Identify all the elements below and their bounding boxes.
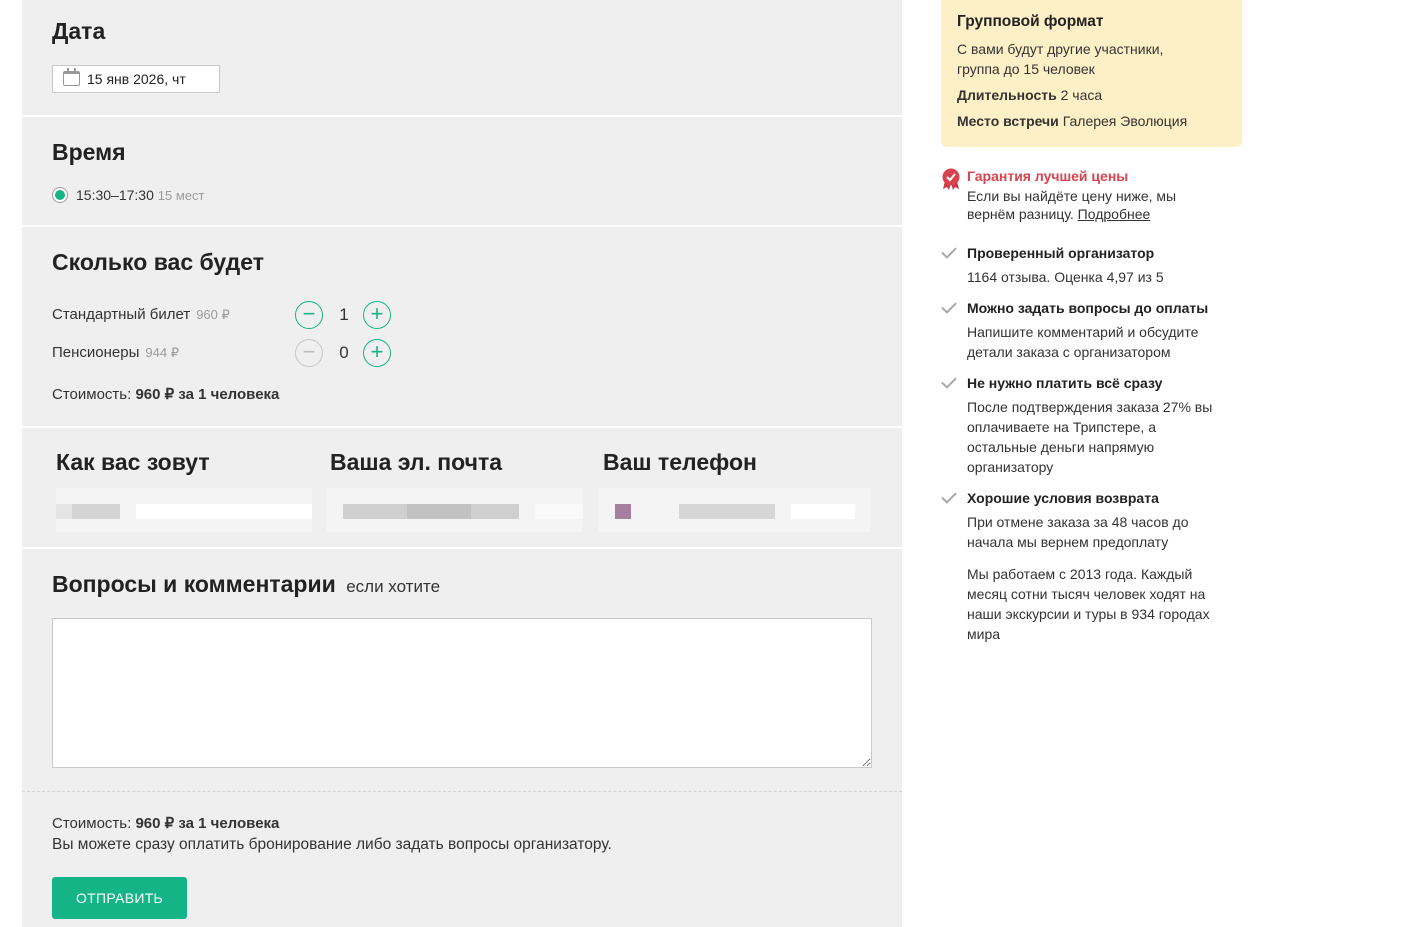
date-title: Дата — [52, 18, 106, 44]
phone-label: Ваш телефон — [603, 449, 757, 475]
benefit-line: оплачиваете на Трипстере, а — [967, 419, 1156, 435]
date-value: 15 янв 2026, чт — [87, 71, 186, 87]
benefit-line: После подтверждения заказа 27% вы — [967, 399, 1213, 415]
guarantee-line-1: Если вы найдёте цену ниже, мы — [967, 188, 1177, 204]
footer-cost-label: Стоимость: — [52, 815, 132, 832]
time-slot-label[interactable] — [76, 187, 204, 203]
date-section — [22, 0, 902, 117]
guarantee-line-2 — [967, 204, 1150, 224]
redacted-block — [136, 504, 312, 519]
footer-note: Вы можете сразу оплатить бронирование либо задать вопросы организатору. — [52, 836, 612, 853]
meeting-place-label: Место встречи — [957, 113, 1059, 129]
ticket-pensioner-name: Пенсионеры — [52, 344, 140, 361]
time-slot-text: 15:30–17:30 — [76, 187, 154, 203]
phone-input[interactable] — [599, 488, 871, 532]
redacted-block — [615, 504, 631, 519]
format-info-box — [941, 0, 1242, 147]
benefit-title: Проверенный организатор — [967, 245, 1155, 261]
time-section — [22, 117, 902, 227]
date-input[interactable] — [52, 65, 220, 93]
redacted-block — [535, 504, 583, 519]
check-icon — [941, 373, 957, 389]
ticket-standard-count: 1 — [339, 305, 349, 324]
benefit-line: начала мы вернем предоплату — [967, 534, 1169, 550]
redacted-block — [679, 504, 775, 519]
email-input[interactable] — [327, 488, 583, 532]
benefit-title: Хорошие условия возврата — [967, 490, 1159, 506]
format-title: Групповой формат — [957, 13, 1104, 30]
best-price-badge-icon — [941, 168, 961, 190]
benefit-title: Можно задать вопросы до оплаты — [967, 300, 1209, 316]
ticket-pensioner-count: 0 — [339, 343, 349, 362]
time-slot-seats: 15 мест — [157, 188, 205, 203]
calendar-icon — [63, 71, 80, 86]
footer-cost — [52, 814, 279, 832]
name-label: Как вас зовут — [56, 449, 210, 475]
format-desc-line-1: С вами будут другие участники, — [957, 41, 1164, 57]
meeting-place-value: Галерея Эволюция — [1062, 113, 1188, 129]
benefit-line: организатору — [967, 459, 1054, 475]
ticket-pensioner-minus-button[interactable]: − — [295, 339, 323, 367]
ticket-standard-minus-button[interactable]: − — [295, 301, 323, 329]
format-desc-line-2: группа до 15 человек — [957, 61, 1095, 77]
duration-row — [957, 85, 1102, 105]
check-icon — [941, 488, 957, 504]
benefit-line: Напишите комментарий и обсудите — [967, 324, 1199, 340]
about-line: наши экскурсии и туры в 934 городах — [967, 606, 1210, 622]
divider — [22, 791, 902, 792]
ticket-standard-label — [52, 306, 230, 323]
benefit-line: При отмене заказа за 48 часов до — [967, 514, 1189, 530]
redacted-block — [407, 504, 471, 519]
footer-cost-value: 960 ₽ за 1 человека — [135, 815, 280, 832]
benefit-line: детали заказа с организатором — [967, 344, 1171, 360]
ticket-pensioner-price: 944 ₽ — [145, 345, 179, 360]
email-label: Ваша эл. почта — [330, 449, 503, 475]
ticket-standard-name: Стандартный билет — [52, 306, 191, 323]
ticket-pensioner-label — [52, 344, 179, 361]
about-line: месяц сотни тысяч человек ходят на — [967, 586, 1206, 602]
benefit-line: остальные деньги напрямую — [967, 439, 1155, 455]
duration-value: 2 часа — [1060, 87, 1103, 103]
benefit-line: 1164 отзыва. Оценка 4,97 из 5 — [967, 269, 1164, 285]
name-input[interactable] — [56, 488, 312, 532]
people-cost-label: Стоимость: — [52, 386, 132, 403]
guarantee-more-link[interactable]: Подробнее — [1077, 206, 1151, 222]
ticket-standard-price: 960 ₽ — [196, 307, 230, 322]
redacted-block — [56, 504, 72, 519]
ticket-pensioner-plus-button[interactable]: + — [363, 339, 391, 367]
guarantee-line-2-text: вернём разницу. — [967, 206, 1074, 222]
redacted-block — [791, 504, 855, 519]
guarantee-title: Гарантия лучшей цены — [967, 168, 1129, 184]
comments-heading — [52, 571, 440, 598]
check-icon — [941, 243, 957, 259]
time-slot-radio[interactable] — [52, 187, 68, 203]
duration-label: Длительность — [957, 87, 1057, 103]
submit-button[interactable]: ОТПРАВИТЬ — [52, 877, 187, 919]
people-title: Сколько вас будет — [52, 249, 264, 275]
people-cost — [52, 385, 279, 403]
people-cost-value: 960 ₽ за 1 человека — [135, 386, 280, 403]
time-title: Время — [52, 139, 126, 165]
comments-textarea[interactable] — [52, 618, 872, 768]
redacted-block — [72, 504, 120, 519]
about-line: мира — [967, 626, 1001, 642]
comments-title: Вопросы и комментарии — [52, 571, 336, 597]
about-line: Мы работаем с 2013 года. Каждый — [967, 566, 1193, 582]
check-icon — [941, 298, 957, 314]
booking-form — [22, 0, 902, 927]
ticket-standard-plus-button[interactable]: + — [363, 301, 391, 329]
comments-hint: если хотите — [346, 577, 441, 596]
meeting-place-row — [957, 111, 1187, 131]
benefit-title: Не нужно платить всё сразу — [967, 375, 1163, 391]
